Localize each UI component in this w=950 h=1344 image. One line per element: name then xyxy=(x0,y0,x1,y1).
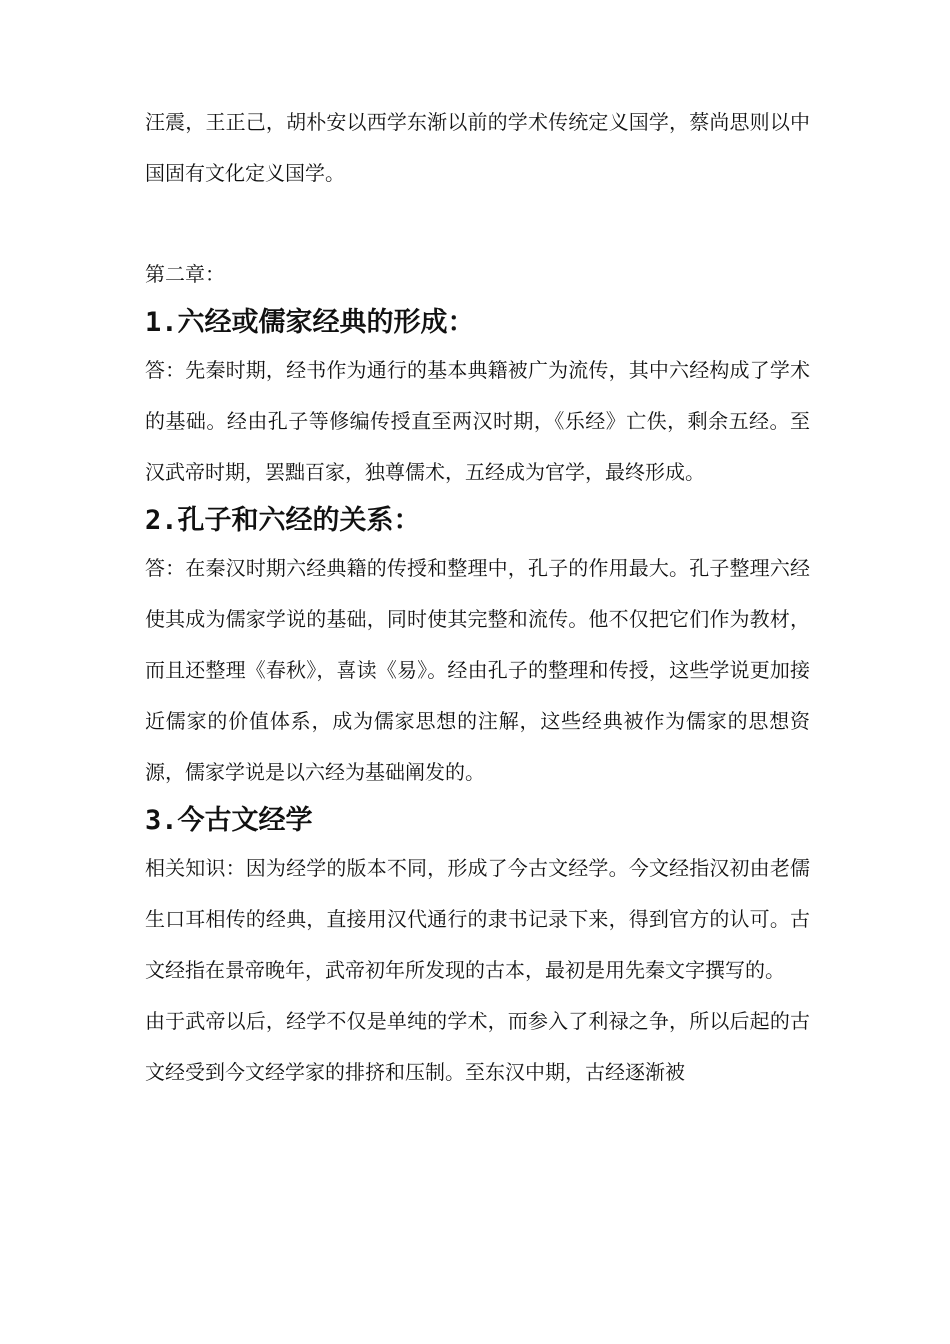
section-3 xyxy=(145,798,810,1098)
document-body xyxy=(145,97,810,1098)
section-heading: 1.六经或儒家经典的形成： xyxy=(145,307,475,338)
section-paragraph: 答：先秦时期，经书作为通行的基本典籍被广为流传，其中六经构成了学术的基础。经由孔子等修编传授直至两汉时期，《乐经》亡佚，剩余五经。至汉武帝时期，罢黜百家，独尊儒术，五经成为官学，最终形成。 xyxy=(145,358,810,484)
section-heading: 2.孔子和六经的关系： xyxy=(145,505,421,536)
intro-paragraph: 汪震，王正己，胡朴安以西学东渐以前的学术传统定义国学，蔡尚思则以中国固有文化定义国学。 xyxy=(145,110,810,185)
section-spacer xyxy=(145,199,810,249)
chapter-label: 第二章： xyxy=(145,262,225,286)
section-paragraph: 由于武帝以后，经学不仅是单纯的学术，而参入了利禄之争，所以后起的古文经受到今文经学家的排挤和压制。至东汉中期，古经逐渐被 xyxy=(145,1009,810,1084)
section-heading: 3.今古文经学 xyxy=(145,805,313,836)
section-2 xyxy=(145,498,810,798)
section-1 xyxy=(145,300,810,498)
section-paragraph: 相关知识：因为经学的版本不同，形成了今古文经学。今文经指汉初由老儒生口耳相传的经典，直接用汉代通行的隶书记录下来，得到官方的认可。古文经指在景帝晚年，武帝初年所发现的古本，最初是用先秦文字撰写的。 xyxy=(145,856,810,982)
section-paragraph: 答：在秦汉时期六经典籍的传授和整理中，孔子的作用最大。孔子整理六经使其成为儒家学说的基础，同时使其完整和流传。他不仅把它们作为教材，而且还整理《春秋》，喜读《易》。经由孔子的整理和传授，这些学说更加接近儒家的价值体系，成为儒家思想的注解，这些经典被作为儒家的思想资源，儒家学说是以六经为基础阐发的。 xyxy=(145,556,810,784)
